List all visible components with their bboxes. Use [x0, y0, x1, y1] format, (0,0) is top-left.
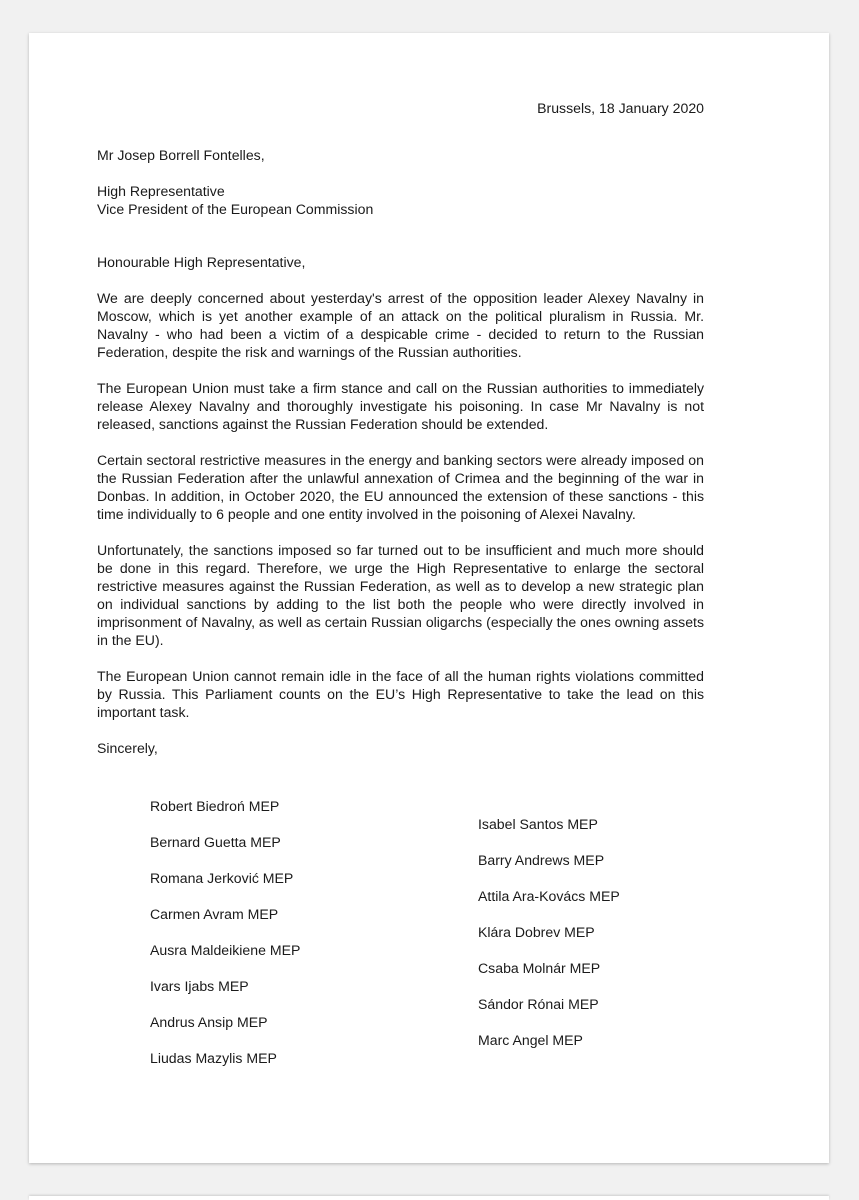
paragraph-2: The European Union must take a firm stance and call on the Russian authorities to immediately release Alexey Navalny and thoroughly investigate his poisoning. In case Mr Navalny is not released, sanctions against the Russian Federation should be extended. — [97, 380, 704, 432]
signatory: Liudas Mazylis MEP — [150, 1050, 277, 1066]
letter-body — [97, 99, 704, 757]
signatory: Klára Dobrev MEP — [478, 924, 595, 940]
closing: Sincerely, — [97, 740, 158, 756]
signatory: Carmen Avram MEP — [150, 906, 279, 922]
signatory: Ausra Maldeikiene MEP — [150, 942, 301, 958]
signatory: Barry Andrews MEP — [478, 852, 605, 868]
signatory: Romana Jerković MEP — [150, 870, 294, 886]
signatory: Csaba Molnár MEP — [478, 960, 601, 976]
signatory: Isabel Santos MEP — [478, 816, 598, 832]
date-line: Brussels, 18 January 2020 — [537, 100, 704, 116]
signatory: Attila Ara-Kovács MEP — [478, 888, 620, 904]
next-page-edge — [29, 1196, 829, 1200]
paragraph-5: The European Union cannot remain idle in the face of all the human rights violations committed by Russia. This Parliament counts on the EU’s High Representative to take the lead on this important task. — [97, 668, 704, 720]
signatory: Ivars Ijabs MEP — [150, 978, 249, 994]
recipient-name: Mr Josep Borrell Fontelles, — [97, 147, 265, 163]
signatory: Andrus Ansip MEP — [150, 1014, 268, 1030]
signatory: Bernard Guetta MEP — [150, 834, 281, 850]
signatory: Marc Angel MEP — [478, 1032, 583, 1048]
salutation: Honourable High Representative, — [97, 254, 306, 270]
signatory: Sándor Rónai MEP — [478, 996, 599, 1012]
paragraph-1: We are deeply concerned about yesterday's arrest of the opposition leader Alexey Navalny in Moscow, which is yet another example of an attack on the political pluralism in Russia. Mr. Navalny - who had been a victim of a despicable crime - decided to return to the Russian Federation, despite the risk and warnings of the Russian authorities. — [97, 290, 704, 360]
paragraph-4: Unfortunately, the sanctions imposed so far turned out to be insufficient and much more should be done in this regard. Therefore, we urge the High Representative to enlarge the sectoral restrictive measures against the Russian Federation, as well as to develop a new strategic plan on individual sanctions by adding to the list both the people who were directly involved in imprisonment of Navalny, as well as certain Russian oligarchs (especially the ones owning assets in the EU). — [97, 542, 704, 648]
paragraph-3: Certain sectoral restrictive measures in the energy and banking sectors were already imposed on the Russian Federation after the unlawful annexation of Crimea and the beginning of the war in Donbas. In addition, in October 2020, the EU announced the extension of these sanctions - this time individually to 6 people and one entity involved in the poisoning of Alexei Navalny. — [97, 452, 704, 522]
recipient-title-1: High Representative — [97, 183, 225, 199]
signatory: Robert Biedroń MEP — [150, 798, 280, 814]
recipient-title-2: Vice President of the European Commission — [97, 201, 374, 217]
